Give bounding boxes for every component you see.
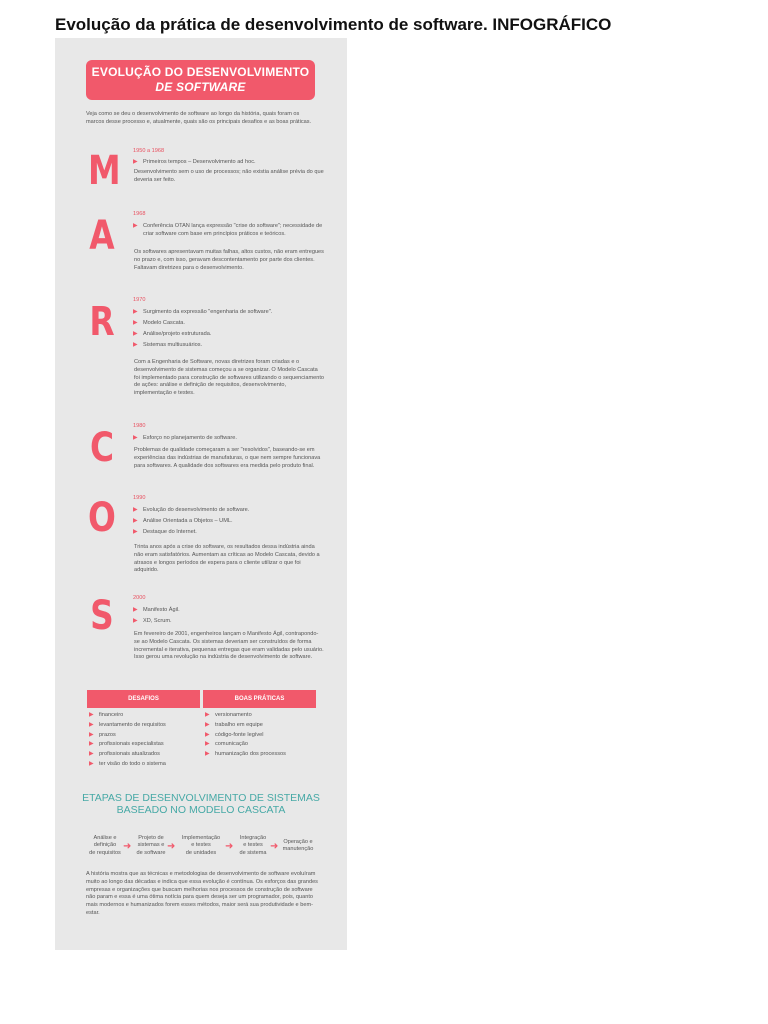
milestone-year: 2000: [133, 595, 146, 601]
page-title: Evolução da prática de desenvolvimento de software. INFOGRÁFICO: [55, 15, 612, 34]
milestone-description: Os softwares apresentavam muitas falhas, altos custos, não eram entregues no prazo e, com isso, geravam descontentamento por parte dos clientes. Faltavam diretrizes para o desenvolvimento.: [134, 249, 324, 271]
triangle-bullet-icon: ▶: [133, 618, 138, 624]
triangle-bullet-icon: ▶: [133, 518, 138, 524]
triangle-bullet-icon: ▶: [89, 751, 94, 758]
list-item: ▶ comunicação: [205, 740, 315, 750]
milestone-description: Em fevereiro de 2001, engenheiros lançam o Manifesto Ágil, contrapondo-se ao Modelo Cascata. Os sistemas deveriam ser construídos de forma incremental e iterativa, pequenas entregas que eram validadas pelo usuário. Isso gerou uma revolução na indústria de desenvolvimento de software.: [134, 631, 324, 661]
step-integracao: Integração e testes de sistema: [239, 835, 267, 856]
list-item: ▶ Evolução do desenvolvimento de software.: [133, 507, 250, 513]
triangle-bullet-icon: ▶: [133, 159, 138, 165]
list-item: ▶ trabalho em equipe: [205, 721, 315, 731]
intro-text: Veja como se deu o desenvolvimento de software ao longo da história, quais foram os marcos desse processo e, atualmente, quais são os principais desafios e as boas práticas.: [86, 111, 312, 125]
milestone-letter: S: [90, 593, 114, 639]
step-implementacao: Implementação e testes de unidades: [181, 835, 221, 856]
cascata-steps: [55, 835, 347, 865]
title-line-2: DE SOFTWARE: [155, 80, 246, 94]
list-item: ▶ profissionais especialistas: [89, 740, 199, 750]
triangle-bullet-icon: ▶: [133, 320, 138, 326]
triangle-bullet-icon: ▶: [89, 731, 94, 738]
milestone-bullets: [133, 158, 323, 169]
milestone-description: Desenvolvimento sem o uso de processos; não existia análise prévia do que deveria ser feito.: [134, 169, 324, 183]
boas-praticas-list: [205, 711, 315, 760]
etapas-title: ETAPAS DE DESENVOLVIMENTO DE SISTEMAS BASEADO NO MODELO CASCATA: [82, 792, 320, 816]
infographic: [55, 38, 347, 950]
triangle-bullet-icon: ▶: [89, 760, 94, 767]
list-item: ▶ versionamento: [205, 711, 315, 721]
list-item: ▶ ter visão do todo o sistema: [89, 760, 199, 770]
triangle-bullet-icon: ▶: [133, 309, 138, 315]
milestone-description: Problemas de qualidade começaram a ser "resolvidos", baseando-se em experiências das indústrias de manufaturas, o que nem sempre funcionava para softwares. A qualidade dos softwares era medida pelo produto final.: [134, 447, 321, 469]
list-item: ▶ levantamento de requisitos: [89, 721, 199, 731]
milestone-description: Trinta anos após a crise do software, os resultados dessa indústria ainda não eram satisfatórios. Aumentam as críticas ao Modelo Cascata, devido a atrasos e longos períodos de espera para o cliente utilizar o que foi adquirido.: [134, 544, 320, 574]
desafios-list: [89, 711, 199, 770]
list-item: ▶ XD, Scrum.: [133, 618, 172, 624]
list-item: ▶ código-fonte legível: [205, 731, 315, 741]
triangle-bullet-icon: ▶: [89, 712, 94, 718]
arrow-right-icon: ➜: [270, 841, 279, 852]
arrow-right-icon: ➜: [123, 841, 132, 852]
triangle-bullet-icon: ▶: [205, 731, 210, 738]
step-operacao: Operação e manutenção: [282, 839, 314, 853]
triangle-bullet-icon: ▶: [133, 331, 138, 337]
milestone-year: 1970: [133, 297, 146, 303]
milestone-letter: C: [89, 425, 115, 471]
list-item: ▶ Esforço no planejamento de software.: [133, 435, 237, 441]
milestone-letter: O: [88, 495, 116, 541]
step-projeto: Projeto de sistemas e de software: [136, 835, 166, 856]
desafios-header: DESAFIOS: [87, 690, 200, 708]
list-item: ▶ prazos: [89, 731, 199, 741]
triangle-bullet-icon: ▶: [89, 741, 94, 748]
list-item: ▶ Destaque do Internet.: [133, 529, 197, 535]
step-requisitos: Análise e definição de requisitos: [89, 835, 121, 856]
milestone-bullets: [133, 222, 323, 241]
list-item: ▶ Sistemas multiusuários.: [133, 342, 203, 348]
milestone-letter: R: [89, 299, 115, 345]
milestone-bullets: [133, 506, 323, 539]
title-line-1: EVOLUÇÃO DO DESENVOLVIMENTO: [91, 65, 310, 79]
arrow-right-icon: ➜: [167, 841, 176, 852]
milestone-letter: M: [88, 148, 121, 194]
closing-text: A história mostra que as técnicas e metodologias de desenvolvimento de software evoluíram muito ao longo das décadas e indica que essa evolução é contínua. Os esforços das grandes empresas e organizações que buscam melhorias nos processos de construção de software não param e essa é uma ótima notícia para quem deseja ser um programador, pois, quanto mais modernos e humanizados forem esses métodos, maior será sua produtividade e bem-estar.: [86, 871, 318, 916]
list-item: ▶ Surgimento da expressão "engenharia de software".: [133, 309, 273, 315]
milestone-description: Com a Engenharia de Software, novas diretrizes foram criadas e o desenvolvimento de sistemas começou a se organizar. O Modelo Cascata foi implementado para construção de softwares utilizando o sequenciamento de ações: análise e definição de requisitos, desenvolvimento, implementação e testes.: [134, 359, 324, 397]
triangle-bullet-icon: ▶: [133, 223, 138, 229]
milestone-year: 1968: [133, 211, 146, 217]
triangle-bullet-icon: ▶: [205, 721, 210, 728]
milestone-bullets: [133, 434, 323, 445]
list-item: ▶ Conferência OTAN lança expressão "crise do software"; necessidade de criar software com base em princípios práticos e teóricos.: [133, 223, 323, 237]
triangle-bullet-icon: ▶: [133, 507, 138, 513]
list-item: ▶ Primeiros tempos – Desenvolvimento ad hoc.: [133, 159, 256, 165]
triangle-bullet-icon: ▶: [133, 529, 138, 535]
triangle-bullet-icon: ▶: [205, 712, 210, 718]
milestone-year: 1950 a 1968: [133, 148, 165, 154]
arrow-right-icon: ➜: [225, 841, 234, 852]
list-item: ▶ profissionais atualizados: [89, 750, 199, 760]
triangle-bullet-icon: ▶: [89, 721, 94, 728]
triangle-bullet-icon: ▶: [205, 741, 210, 748]
infographic-title: [86, 60, 315, 100]
milestone-bullets: [133, 308, 323, 352]
list-item: ▶ humanização dos processos: [205, 750, 315, 760]
milestone-year: 1980: [133, 423, 146, 429]
triangle-bullet-icon: ▶: [205, 751, 210, 758]
milestone-bullets: [133, 606, 323, 628]
list-item: ▶ Análise Orientada a Objetos – UML.: [133, 518, 233, 524]
boas-praticas-header: BOAS PRÁTICAS: [203, 690, 316, 708]
list-item: ▶ Análise/projeto estruturada.: [133, 331, 212, 337]
milestone-letter: A: [89, 213, 115, 259]
list-item: ▶ Modelo Cascata.: [133, 320, 185, 326]
milestone-year: 1990: [133, 495, 146, 501]
triangle-bullet-icon: ▶: [133, 607, 138, 613]
list-item: ▶ Manifesto Ágil.: [133, 607, 180, 613]
triangle-bullet-icon: ▶: [133, 435, 138, 441]
triangle-bullet-icon: ▶: [133, 342, 138, 348]
list-item: ▶ financeiro: [89, 711, 199, 721]
